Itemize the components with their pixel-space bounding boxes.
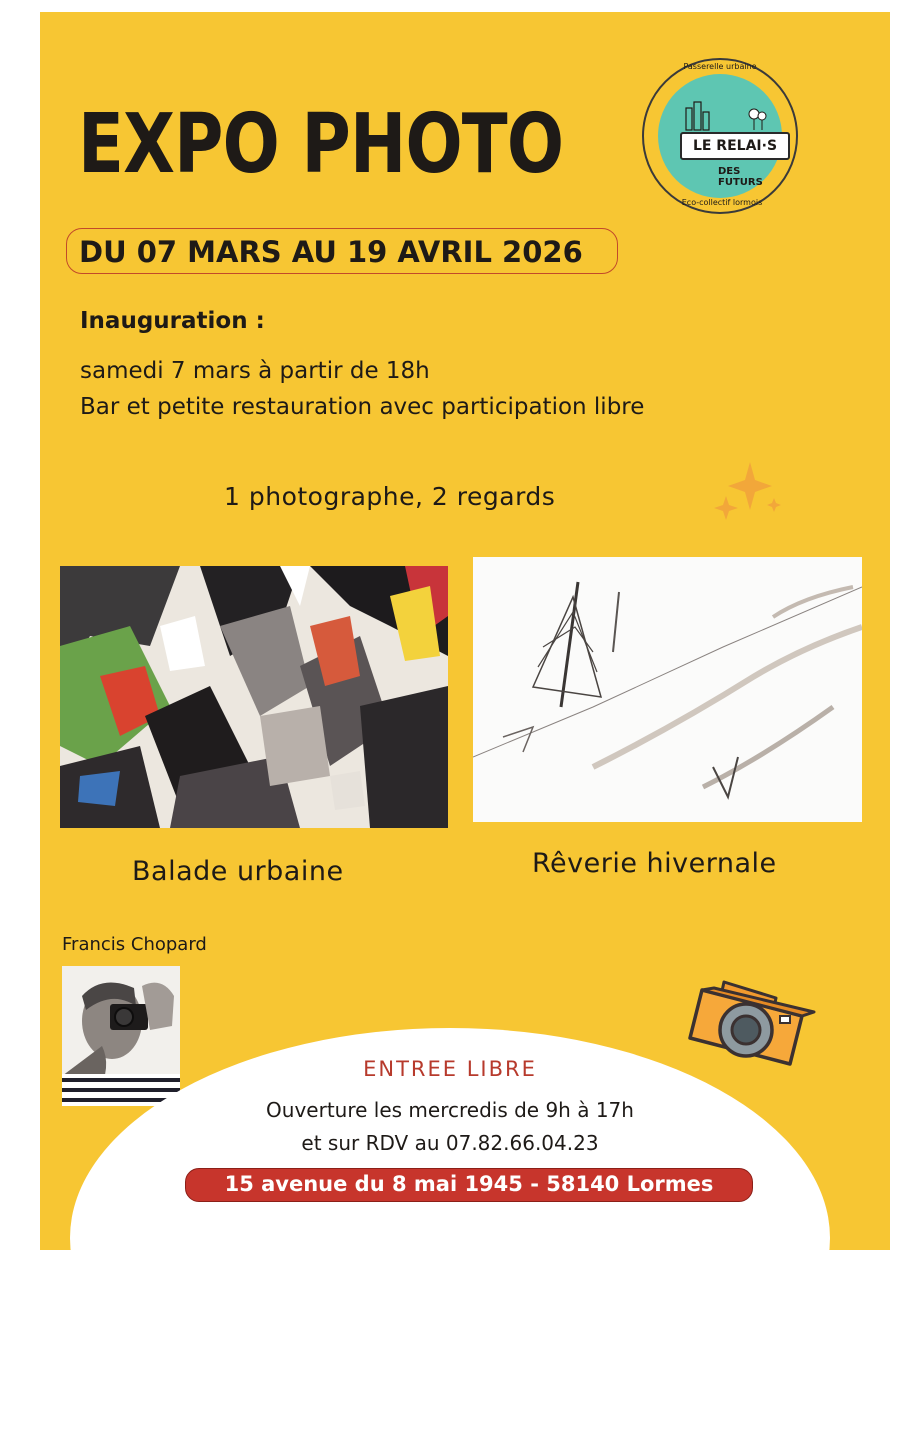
logo-circle [658,74,782,198]
logo-subtitle: DES FUTURS [718,166,763,188]
winter-landscape-image [473,557,862,822]
free-entry-label: ENTREE LIBRE [363,1057,537,1081]
logo-name: LE RELAI·S [680,132,790,160]
address-banner: 15 avenue du 8 mai 1945 - 58140 Lormes [185,1168,753,1202]
portrait-image [62,966,180,1106]
inauguration-date: samedi 7 mars à partir de 18h [80,358,430,384]
inauguration-details: Bar et petite restauration avec participation libre [80,394,645,420]
poster-title: EXPO PHOTO [78,97,564,192]
photo-balade-urbaine [60,566,448,828]
caption-reverie-hivernale: Rêverie hivernale [532,848,777,879]
opening-hours: Ouverture les mercredis de 9h à 17h [266,1098,634,1122]
appointment-phone: et sur RDV au 07.82.66.04.23 [301,1131,599,1155]
caption-balade-urbaine: Balade urbaine [132,856,344,887]
relais-logo [642,58,798,214]
logo-bottom-text: Eco-collectif lormois [681,198,763,207]
tagline: 1 photographe, 2 regards [224,482,556,511]
photo-reverie-hivernale [473,557,862,822]
photographer-name: Francis Chopard [62,934,207,955]
sparkle-icon [712,458,792,528]
logo-top-text: Passerelle urbaine [683,62,757,71]
photographer-portrait [62,966,180,1106]
exhibition-dates: DU 07 MARS AU 19 AVRIL 2026 [66,228,618,274]
urban-collage-image [60,566,448,828]
city-skyline-icon [658,74,782,134]
inauguration-heading: Inauguration : [80,308,265,334]
bottom-info-panel [70,1028,830,1448]
